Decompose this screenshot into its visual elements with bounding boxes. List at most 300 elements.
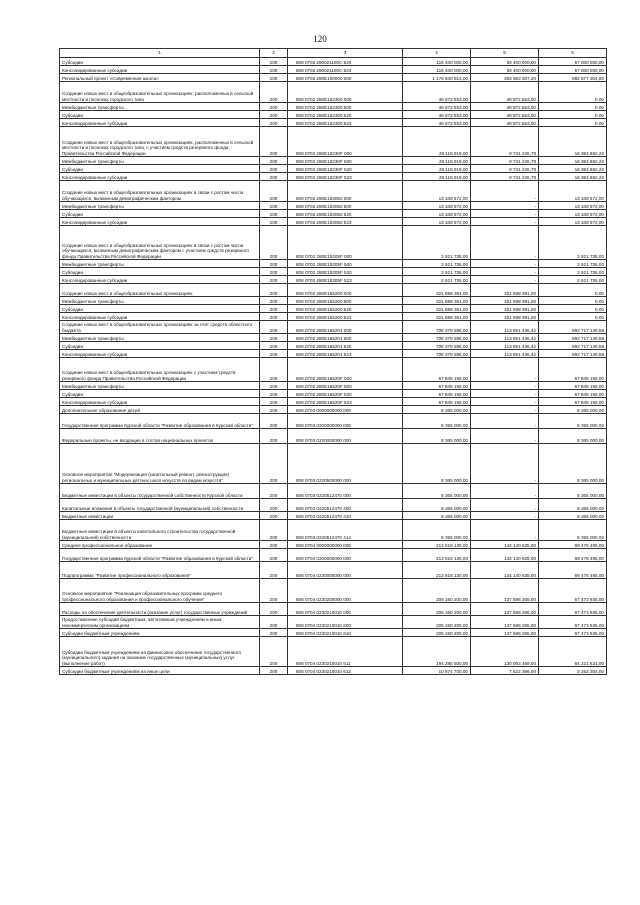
row-code-group: 200 bbox=[260, 382, 288, 390]
row-amount-planned: 8 365 000,00 bbox=[403, 499, 471, 512]
page-number: 120 bbox=[313, 34, 327, 44]
table-body bbox=[60, 58, 607, 675]
row-amount-remaining: 67 473 935,00 bbox=[539, 616, 607, 629]
row-code-group: 200 bbox=[260, 398, 288, 406]
row-amount-planned: 26 115 919,00 bbox=[403, 165, 471, 173]
row-classification-code: 808 0702 280E155201 000 bbox=[288, 321, 403, 334]
row-amount-remaining: 2 621 735,00 bbox=[539, 276, 607, 284]
row-classification-code: 808 0702 280E155200 500 bbox=[288, 297, 403, 305]
row-code-group: 200 bbox=[260, 512, 288, 520]
row-code-group: 200 bbox=[260, 579, 288, 603]
row-classification-code: 808 0702 280E152300 000 bbox=[288, 82, 403, 103]
row-amount-remaining: 69 478 495,00 bbox=[539, 549, 607, 562]
row-classification-code: 808 0702 280E15305F 523 bbox=[288, 276, 403, 284]
row-classification-code: 808 0702 280E152300 523 bbox=[288, 119, 403, 127]
table-row bbox=[60, 520, 607, 541]
row-amount-executed: 59 400 000,00 bbox=[471, 58, 539, 66]
row-name: Предоставление субсидий бюджетным, автономным учреждениям и иным некоммерческим организациям bbox=[60, 616, 260, 629]
row-classification-code: 808 0704 0230210010 612 bbox=[288, 667, 403, 675]
row-amount-remaining: 0,00 bbox=[539, 313, 607, 321]
row-amount-planned: 48 872 553,00 bbox=[403, 111, 471, 119]
table-row bbox=[60, 667, 607, 675]
row-amount-remaining: 8 365 000,00 bbox=[539, 406, 607, 414]
row-amount-remaining: 592 717 149,58 bbox=[539, 350, 607, 358]
table-row bbox=[60, 321, 607, 334]
row-classification-code: 808 0702 280E153050 000 bbox=[288, 181, 403, 202]
row-classification-code: 808 0702 280021150С 520 bbox=[288, 58, 403, 66]
row-amount-remaining: 0,00 bbox=[539, 111, 607, 119]
row-amount-executed: - bbox=[471, 390, 539, 398]
row-amount-executed: - bbox=[471, 260, 539, 268]
row-amount-executed: - bbox=[471, 512, 539, 520]
row-code-group: 200 bbox=[260, 202, 288, 210]
table-row bbox=[60, 390, 607, 398]
row-code-group: 200 bbox=[260, 284, 288, 297]
row-amount-planned: 48 872 553,00 bbox=[403, 103, 471, 111]
row-amount-planned: 205 160 200,00 bbox=[403, 629, 471, 637]
row-amount-planned: 213 618 130,00 bbox=[403, 562, 471, 579]
row-code-group: 200 bbox=[260, 157, 288, 165]
row-classification-code: 808 0703 0220512470 000 bbox=[288, 484, 403, 499]
row-classification-code: 808 0702 280E15230F 500 bbox=[288, 157, 403, 165]
row-code-group: 200 bbox=[260, 629, 288, 637]
row-code-group: 200 bbox=[260, 358, 288, 382]
table-row bbox=[60, 181, 607, 202]
row-amount-planned: 13 108 572,00 bbox=[403, 202, 471, 210]
table-row bbox=[60, 276, 607, 284]
row-amount-remaining: 2 621 735,00 bbox=[539, 260, 607, 268]
row-amount-planned: 706 378 586,00 bbox=[403, 350, 471, 358]
row-amount-executed: 321 698 391,00 bbox=[471, 313, 539, 321]
row-amount-executed: 321 698 391,00 bbox=[471, 297, 539, 305]
row-amount-planned: 2 621 735,00 bbox=[403, 276, 471, 284]
table-row bbox=[60, 58, 607, 66]
table-row bbox=[60, 549, 607, 562]
row-amount-executed: - bbox=[471, 499, 539, 512]
row-code-group: 200 bbox=[260, 181, 288, 202]
row-amount-remaining: 0,00 bbox=[539, 284, 607, 297]
row-amount-executed: - bbox=[471, 398, 539, 406]
row-amount-executed: - bbox=[471, 382, 539, 390]
row-code-group: 200 bbox=[260, 268, 288, 276]
row-classification-code: 808 0704 0230210010 600 bbox=[288, 616, 403, 629]
row-amount-executed: - bbox=[471, 218, 539, 226]
row-amount-planned: 8 365 000,00 bbox=[403, 444, 471, 484]
row-name: Консолидированные субсидии bbox=[60, 66, 260, 74]
row-name: Создание новых мест в общеобразовательных организациях с участием средств резервного фонда Правительства Российской Федерации bbox=[60, 358, 260, 382]
row-amount-planned: 10 874 700,00 bbox=[403, 667, 471, 675]
row-amount-executed: 48 872 553,00 bbox=[471, 103, 539, 111]
row-code-group: 200 bbox=[260, 499, 288, 512]
row-name: Государственная программа Курской области "Развитие образования в Курской области" bbox=[60, 549, 260, 562]
row-amount-planned: 8 365 000,00 bbox=[403, 512, 471, 520]
row-amount-remaining: 57 845 156,00 bbox=[539, 382, 607, 390]
row-classification-code: 808 0702 280E155201 520 bbox=[288, 342, 403, 350]
table-row bbox=[60, 297, 607, 305]
row-amount-remaining: 69 478 495,00 bbox=[539, 541, 607, 549]
row-classification-code: 808 0702 280E15230F 520 bbox=[288, 165, 403, 173]
row-amount-executed: - bbox=[471, 210, 539, 218]
row-amount-planned: 8 365 000,00 bbox=[403, 429, 471, 444]
row-amount-remaining: 13 108 572,00 bbox=[539, 202, 607, 210]
row-code-group: 200 bbox=[260, 103, 288, 111]
row-amount-planned: 706 378 586,00 bbox=[403, 334, 471, 342]
row-classification-code: 808 0703 0220512470 410 bbox=[288, 512, 403, 520]
row-amount-remaining: 16 384 692,22 bbox=[539, 165, 607, 173]
row-classification-code: 808 0702 280E15520F 500 bbox=[288, 382, 403, 390]
row-code-group: 200 bbox=[260, 667, 288, 675]
row-classification-code: 808 0704 0230210010 610 bbox=[288, 629, 403, 637]
row-amount-executed: 9 731 226,78 bbox=[471, 173, 539, 181]
row-name: Консолидированные субсидии bbox=[60, 173, 260, 181]
row-name: Основное мероприятие "Реализация образовательных программ среднего профессионального образования и профессионального обучения" bbox=[60, 579, 260, 603]
table-row bbox=[60, 603, 607, 616]
row-amount-planned: 116 400 000,00 bbox=[403, 58, 471, 66]
row-name: Дополнительное образование детей bbox=[60, 406, 260, 414]
table-row bbox=[60, 637, 607, 667]
row-name: Создание новых мест в общеобразовательных организациях за счет средств областного бюджета bbox=[60, 321, 260, 334]
row-amount-planned: 2 621 735,00 bbox=[403, 268, 471, 276]
row-classification-code: 808 0702 280E155200 523 bbox=[288, 313, 403, 321]
row-amount-remaining: 57 000 000,00 bbox=[539, 66, 607, 74]
row-name: Межбюджетные трансферты bbox=[60, 103, 260, 111]
row-amount-planned: 321 698 391,00 bbox=[403, 313, 471, 321]
row-name: Бюджетные инвестиции bbox=[60, 512, 260, 520]
row-amount-executed: - bbox=[471, 268, 539, 276]
table-row bbox=[60, 226, 607, 260]
row-amount-remaining: 57 845 156,00 bbox=[539, 390, 607, 398]
row-classification-code: 808 0702 280E155200 520 bbox=[288, 305, 403, 313]
table-row bbox=[60, 562, 607, 579]
row-name: Консолидированные субсидии bbox=[60, 313, 260, 321]
row-amount-planned: 8 365 000,00 bbox=[403, 520, 471, 541]
row-amount-remaining: 13 108 572,00 bbox=[539, 181, 607, 202]
header-row bbox=[60, 49, 607, 58]
row-classification-code: 808 0702 280E153050 523 bbox=[288, 218, 403, 226]
row-name: Консолидированные субсидии bbox=[60, 119, 260, 127]
row-amount-planned: 57 845 156,00 bbox=[403, 398, 471, 406]
table-row bbox=[60, 82, 607, 103]
row-code-group: 200 bbox=[260, 603, 288, 616]
row-code-group: 200 bbox=[260, 390, 288, 398]
row-amount-executed: 7 622 396,00 bbox=[471, 667, 539, 675]
row-code-group: 200 bbox=[260, 226, 288, 260]
row-amount-remaining: 16 384 692,22 bbox=[539, 157, 607, 165]
row-classification-code: 808 0702 280E152300 500 bbox=[288, 103, 403, 111]
table-row bbox=[60, 305, 607, 313]
row-amount-remaining: 57 000 000,00 bbox=[539, 58, 607, 66]
table-row bbox=[60, 173, 607, 181]
row-classification-code: 808 0702 280E155201 523 bbox=[288, 350, 403, 358]
row-classification-code: 808 0704 0230210010 611 bbox=[288, 637, 403, 667]
row-amount-executed: 113 661 436,42 bbox=[471, 350, 539, 358]
row-classification-code: 808 0703 0220000000 000 bbox=[288, 429, 403, 444]
row-classification-code: 808 0702 280021150С 523 bbox=[288, 66, 403, 74]
row-amount-planned: 321 698 391,00 bbox=[403, 297, 471, 305]
row-classification-code: 808 0702 280E15230F 000 bbox=[288, 127, 403, 157]
row-amount-executed: - bbox=[471, 444, 539, 484]
row-name: Расходы на обеспечение деятельности (оказание услуг) государственных учреждений bbox=[60, 603, 260, 616]
row-amount-remaining: 64 221 631,00 bbox=[539, 637, 607, 667]
row-name: Субсидии bbox=[60, 305, 260, 313]
row-amount-planned: 57 845 156,00 bbox=[403, 358, 471, 382]
row-amount-executed: - bbox=[471, 276, 539, 284]
table-row bbox=[60, 268, 607, 276]
row-code-group: 200 bbox=[260, 444, 288, 484]
row-amount-remaining: 13 108 572,00 bbox=[539, 218, 607, 226]
row-amount-remaining: 8 365 000,00 bbox=[539, 484, 607, 499]
row-classification-code: 808 0703 0000000000 000 bbox=[288, 406, 403, 414]
row-name: Межбюджетные трансферты bbox=[60, 260, 260, 268]
row-name: Межбюджетные трансферты bbox=[60, 297, 260, 305]
row-amount-remaining: 0,00 bbox=[539, 82, 607, 103]
row-amount-planned: 194 285 500,00 bbox=[403, 637, 471, 667]
row-amount-executed: 113 661 436,42 bbox=[471, 334, 539, 342]
row-code-group: 200 bbox=[260, 305, 288, 313]
row-amount-remaining: 3 252 304,00 bbox=[539, 667, 607, 675]
row-amount-planned: 2 621 735,00 bbox=[403, 260, 471, 268]
row-amount-remaining: 8 365 000,00 bbox=[539, 520, 607, 541]
row-classification-code: 808 0702 280E15230F 523 bbox=[288, 173, 403, 181]
table-row bbox=[60, 398, 607, 406]
row-amount-executed: - bbox=[471, 429, 539, 444]
row-amount-executed: - bbox=[471, 406, 539, 414]
row-amount-planned: 8 365 000,00 bbox=[403, 414, 471, 429]
row-amount-executed: 137 686 265,00 bbox=[471, 579, 539, 603]
row-amount-planned: 116 400 000,00 bbox=[403, 66, 471, 74]
row-amount-planned: 13 108 572,00 bbox=[403, 210, 471, 218]
table-row bbox=[60, 429, 607, 444]
row-amount-executed: 113 661 436,42 bbox=[471, 342, 539, 350]
table-row bbox=[60, 406, 607, 414]
row-classification-code: 808 0702 280E15520F 523 bbox=[288, 398, 403, 406]
table-row bbox=[60, 260, 607, 268]
table-row bbox=[60, 334, 607, 342]
row-code-group: 200 bbox=[260, 350, 288, 358]
row-amount-executed: 144 140 635,00 bbox=[471, 562, 539, 579]
row-amount-planned: 48 872 553,00 bbox=[403, 119, 471, 127]
table-row bbox=[60, 414, 607, 429]
row-amount-remaining: 0,00 bbox=[539, 297, 607, 305]
row-name: Субсидии bbox=[60, 342, 260, 350]
row-amount-executed: 321 698 391,00 bbox=[471, 305, 539, 313]
row-amount-remaining: 8 365 000,00 bbox=[539, 429, 607, 444]
row-amount-remaining: 8 365 000,00 bbox=[539, 444, 607, 484]
row-amount-executed: 113 661 436,42 bbox=[471, 321, 539, 334]
row-code-group: 200 bbox=[260, 173, 288, 181]
row-amount-remaining: 592 717 149,58 bbox=[539, 342, 607, 350]
table-row bbox=[60, 119, 607, 127]
row-code-group: 200 bbox=[260, 276, 288, 284]
row-name: Федеральные проекты, не входящие в состав национальных проектов bbox=[60, 429, 260, 444]
table-row bbox=[60, 74, 607, 82]
row-code-group: 200 bbox=[260, 111, 288, 119]
row-amount-planned: 13 108 572,00 bbox=[403, 181, 471, 202]
row-classification-code: 808 0702 280E155201 500 bbox=[288, 334, 403, 342]
row-code-group: 200 bbox=[260, 562, 288, 579]
row-amount-executed: 9 731 226,78 bbox=[471, 157, 539, 165]
row-name: Межбюджетные трансферты bbox=[60, 202, 260, 210]
row-classification-code: 808 0702 280E15305F 520 bbox=[288, 268, 403, 276]
row-code-group: 200 bbox=[260, 127, 288, 157]
row-name: Создание новых мест в общеобразовательных организациях, расположенных в сельской местности и поселках городского типа bbox=[60, 82, 260, 103]
row-amount-planned: 706 378 586,00 bbox=[403, 321, 471, 334]
row-code-group: 200 bbox=[260, 342, 288, 350]
row-amount-executed: - bbox=[471, 358, 539, 382]
table-row bbox=[60, 103, 607, 111]
row-amount-planned: 213 618 130,00 bbox=[403, 541, 471, 549]
row-amount-executed: 9 731 226,78 bbox=[471, 127, 539, 157]
row-amount-planned: 321 698 391,00 bbox=[403, 284, 471, 297]
row-amount-planned: 2 621 735,00 bbox=[403, 226, 471, 260]
row-amount-executed: 137 686 265,00 bbox=[471, 629, 539, 637]
row-amount-executed: - bbox=[471, 181, 539, 202]
table-row bbox=[60, 210, 607, 218]
row-amount-remaining: 69 478 495,00 bbox=[539, 562, 607, 579]
row-name: Консолидированные субсидии bbox=[60, 398, 260, 406]
table-row bbox=[60, 616, 607, 629]
row-code-group: 200 bbox=[260, 74, 288, 82]
row-code-group: 200 bbox=[260, 165, 288, 173]
column-header: 6 bbox=[539, 49, 607, 58]
row-amount-planned: 205 160 200,00 bbox=[403, 603, 471, 616]
row-classification-code: 808 0702 280E155200 000 bbox=[288, 284, 403, 297]
row-classification-code: 808 0703 0220512470 400 bbox=[288, 499, 403, 512]
table-row bbox=[60, 382, 607, 390]
row-name: Бюджетные инвестиции в объекты капитального строительства государственной (муниципальной) собственности bbox=[60, 520, 260, 541]
row-amount-remaining: 0,00 bbox=[539, 305, 607, 313]
row-amount-remaining: 57 845 156,00 bbox=[539, 358, 607, 382]
row-classification-code: 808 0704 0230200000 000 bbox=[288, 579, 403, 603]
row-amount-executed: 144 140 635,00 bbox=[471, 549, 539, 562]
row-classification-code: 808 0702 280E153050 520 bbox=[288, 210, 403, 218]
row-name: Межбюджетные трансферты bbox=[60, 382, 260, 390]
row-name: Субсидии bbox=[60, 165, 260, 173]
row-code-group: 200 bbox=[260, 429, 288, 444]
row-amount-planned: 205 160 200,00 bbox=[403, 616, 471, 629]
row-amount-remaining: 0,00 bbox=[539, 103, 607, 111]
row-amount-executed: 130 063 469,00 bbox=[471, 637, 539, 667]
row-amount-remaining: 67 473 935,00 bbox=[539, 579, 607, 603]
row-amount-executed: 144 140 635,00 bbox=[471, 541, 539, 549]
row-classification-code: 808 0702 280E15305F 500 bbox=[288, 260, 403, 268]
row-code-group: 200 bbox=[260, 218, 288, 226]
row-classification-code: 808 0703 0220512470 414 bbox=[288, 520, 403, 541]
row-name: Субсидии bbox=[60, 58, 260, 66]
row-name: Основное мероприятие "Модернизация (капитальный ремонт, реконструкция) региональных и муниципальных детских школ искусств по видам искусств" bbox=[60, 444, 260, 484]
table-row bbox=[60, 218, 607, 226]
row-amount-remaining: 0,00 bbox=[539, 119, 607, 127]
row-amount-planned: 48 872 553,00 bbox=[403, 82, 471, 103]
row-name: Создание новых мест в общеобразовательных организациях в связи с ростом числа обучающихся, вызванным демографическим фактором bbox=[60, 181, 260, 202]
column-header: 4 bbox=[403, 49, 471, 58]
row-amount-planned: 13 108 572,00 bbox=[403, 218, 471, 226]
row-code-group: 200 bbox=[260, 321, 288, 334]
row-name: Региональный проект «Современная школа» bbox=[60, 74, 260, 82]
row-amount-planned: 26 115 919,00 bbox=[403, 127, 471, 157]
column-header: 2 bbox=[260, 49, 288, 58]
row-classification-code: 808 0703 0220500000 000 bbox=[288, 444, 403, 484]
table-row bbox=[60, 350, 607, 358]
row-name: Субсидии бюджетным учреждениям bbox=[60, 629, 260, 637]
row-amount-executed: 9 731 226,78 bbox=[471, 165, 539, 173]
row-name: Межбюджетные трансферты bbox=[60, 334, 260, 342]
row-amount-planned: 26 115 919,00 bbox=[403, 173, 471, 181]
row-amount-remaining: 16 384 692,22 bbox=[539, 127, 607, 157]
table-row bbox=[60, 579, 607, 603]
row-name: Государственная программа Курской области "Развитие образования в Курской области" bbox=[60, 414, 260, 429]
table-row bbox=[60, 127, 607, 157]
table-row bbox=[60, 444, 607, 484]
row-amount-planned: 706 378 586,00 bbox=[403, 342, 471, 350]
row-amount-executed: - bbox=[471, 226, 539, 260]
row-amount-remaining: 2 621 735,00 bbox=[539, 226, 607, 260]
row-classification-code: 808 0702 280E15520F 000 bbox=[288, 358, 403, 382]
row-classification-code: 808 0702 280E152300 520 bbox=[288, 111, 403, 119]
table-row bbox=[60, 284, 607, 297]
row-amount-executed: - bbox=[471, 414, 539, 429]
table-row bbox=[60, 165, 607, 173]
row-code-group: 200 bbox=[260, 549, 288, 562]
row-amount-executed: 137 686 265,00 bbox=[471, 616, 539, 629]
row-amount-remaining: 13 108 572,00 bbox=[539, 210, 607, 218]
row-amount-planned: 213 618 130,00 bbox=[403, 549, 471, 562]
row-name: Капитальные вложения в объекты государственной (муниципальной) собственности bbox=[60, 499, 260, 512]
table-row bbox=[60, 313, 607, 321]
row-amount-remaining: 16 384 692,22 bbox=[539, 173, 607, 181]
row-amount-remaining: 8 365 000,00 bbox=[539, 512, 607, 520]
row-code-group: 200 bbox=[260, 260, 288, 268]
row-amount-executed: - bbox=[471, 202, 539, 210]
row-name: Создание новых мест в общеобразовательных организациях, расположенных в сельской местности и поселках городского типа, с участием средств резервного фонда Правительства Российской Федерации bbox=[60, 127, 260, 157]
row-amount-executed: - bbox=[471, 484, 539, 499]
row-amount-planned: 205 160 200,00 bbox=[403, 579, 471, 603]
table-row bbox=[60, 484, 607, 499]
row-code-group: 200 bbox=[260, 82, 288, 103]
row-amount-planned: 26 115 919,00 bbox=[403, 157, 471, 165]
row-classification-code: 808 0704 0230000000 000 bbox=[288, 562, 403, 579]
row-code-group: 200 bbox=[260, 484, 288, 499]
row-amount-planned: 8 365 000,00 bbox=[403, 406, 471, 414]
row-code-group: 200 bbox=[260, 520, 288, 541]
row-name: Бюджетные инвестиции в объекты государственной собственности Курской области bbox=[60, 484, 260, 499]
row-name: Подпрограмма "Развитие профессионального образования" bbox=[60, 562, 260, 579]
row-amount-executed: 48 872 553,00 bbox=[471, 82, 539, 103]
row-amount-remaining: 8 365 000,00 bbox=[539, 414, 607, 429]
row-amount-executed: - bbox=[471, 520, 539, 541]
row-amount-executed: 321 698 391,00 bbox=[471, 284, 539, 297]
row-classification-code: 808 0702 280E100000 000 bbox=[288, 74, 403, 82]
column-header: 5 bbox=[471, 49, 539, 58]
column-header: 3 bbox=[288, 49, 403, 58]
row-amount-planned: 57 845 156,00 bbox=[403, 390, 471, 398]
row-classification-code: 808 0702 280E15520F 520 bbox=[288, 390, 403, 398]
row-amount-executed: 48 872 553,00 bbox=[471, 111, 539, 119]
row-amount-executed: 48 872 553,00 bbox=[471, 119, 539, 127]
row-name: Межбюджетные трансферты bbox=[60, 157, 260, 165]
column-header: 1 bbox=[60, 49, 260, 58]
row-amount-remaining: 592 717 149,58 bbox=[539, 334, 607, 342]
table-row bbox=[60, 358, 607, 382]
row-name: Субсидии бюджетным учреждениям на иные цели bbox=[60, 667, 260, 675]
row-amount-remaining: 882 677 304,80 bbox=[539, 74, 607, 82]
row-name: Создание новых мест в общеобразовательных организациях bbox=[60, 284, 260, 297]
row-amount-executed: 59 400 000,00 bbox=[471, 66, 539, 74]
row-name: Среднее профессиональное образование bbox=[60, 541, 260, 549]
row-classification-code: 808 0704 0000000000 000 bbox=[288, 541, 403, 549]
table-row bbox=[60, 499, 607, 512]
table-row bbox=[60, 342, 607, 350]
